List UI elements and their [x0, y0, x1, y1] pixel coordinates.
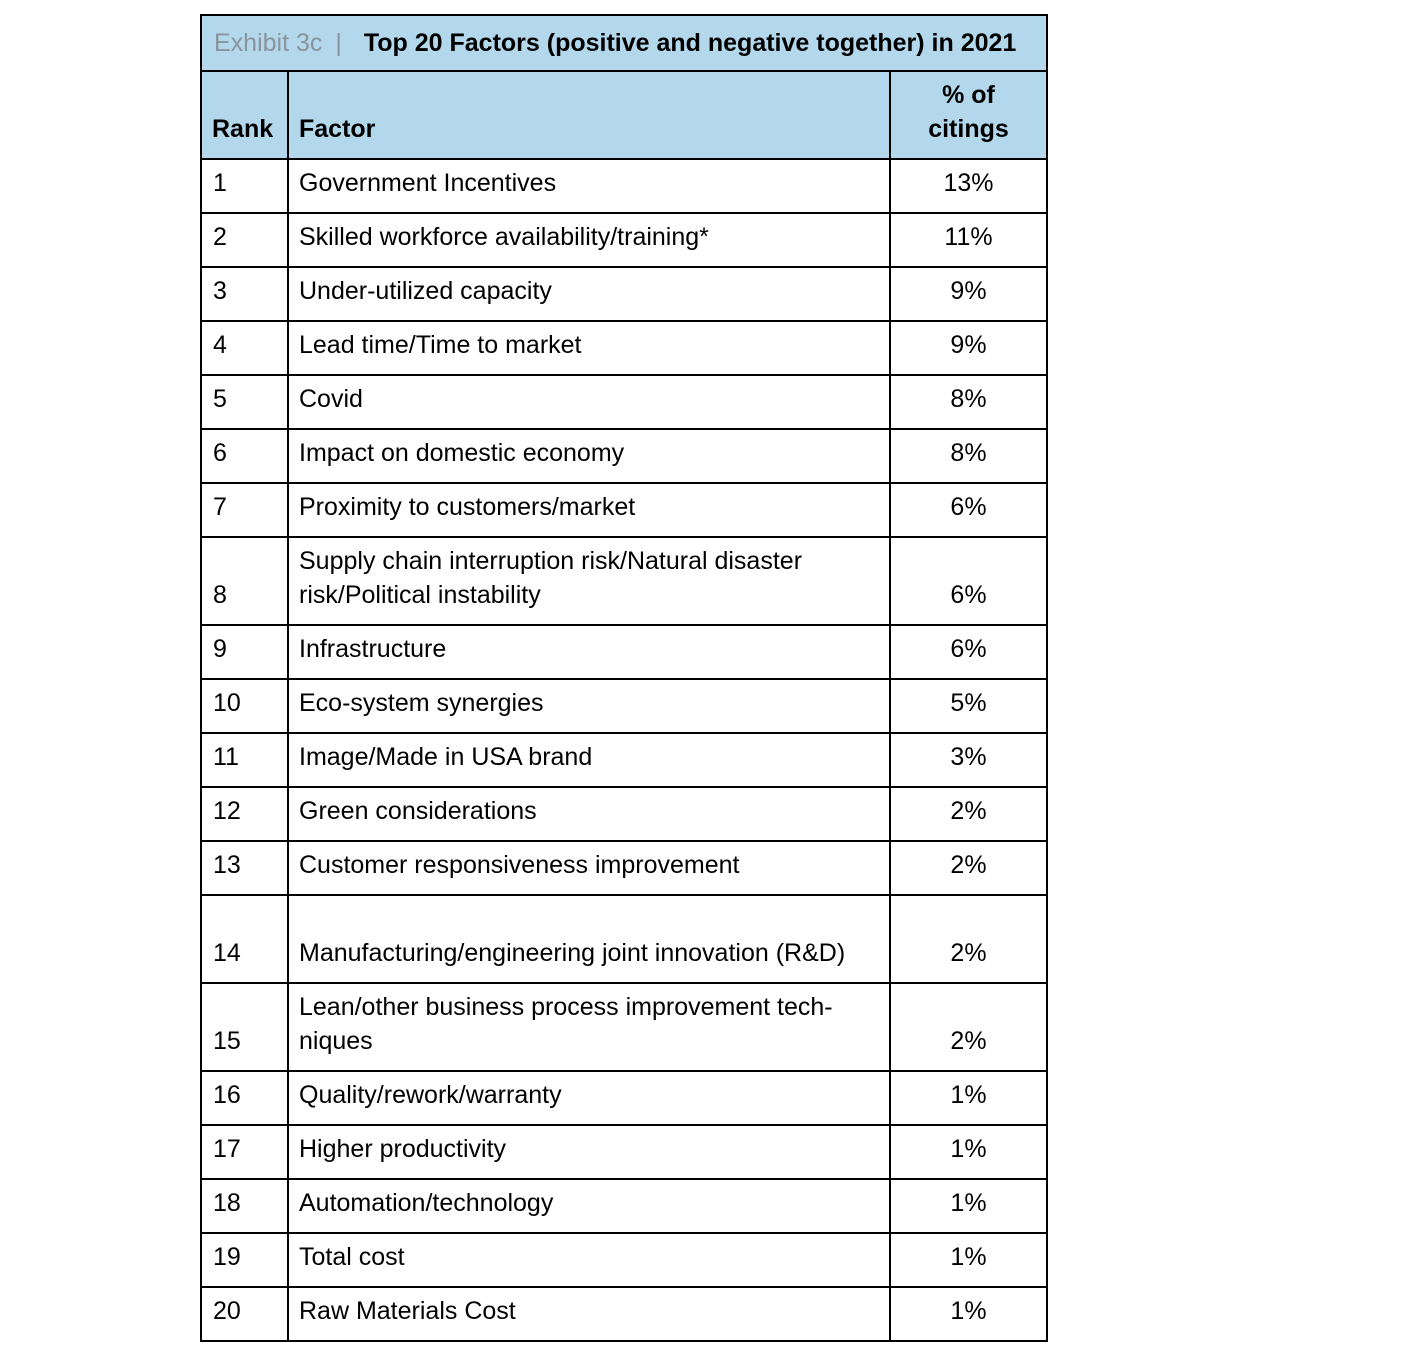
table-row	[201, 1179, 1047, 1233]
factor-cell	[288, 537, 890, 625]
rank-cell: 8	[201, 537, 288, 625]
percent-cell: 1%	[890, 1071, 1047, 1125]
exhibit-caption	[201, 15, 1047, 71]
percent-cell: 6%	[890, 483, 1047, 537]
percent-cell: 2%	[890, 895, 1047, 983]
rank-cell: 10	[201, 679, 288, 733]
percent-cell: 1%	[890, 1179, 1047, 1233]
table-row	[201, 1071, 1047, 1125]
factor-line: niques	[299, 1027, 373, 1055]
rank-cell: 9	[201, 625, 288, 679]
percent-cell: 6%	[890, 537, 1047, 625]
factor-cell: Image/Made in USA brand	[288, 733, 890, 787]
percent-cell: 3%	[890, 733, 1047, 787]
table-row	[201, 895, 1047, 983]
exhibit-separator: |	[335, 28, 342, 57]
percent-cell: 9%	[890, 267, 1047, 321]
percent-cell: 8%	[890, 429, 1047, 483]
table-row	[201, 537, 1047, 625]
percent-cell: 1%	[890, 1125, 1047, 1179]
factor-line: risk/Political instability	[299, 581, 541, 609]
rank-cell: 14	[201, 895, 288, 983]
rank-cell: 19	[201, 1233, 288, 1287]
rank-cell: 5	[201, 375, 288, 429]
factor-cell: Government Incentives	[288, 159, 890, 213]
factor-cell: Green considerations	[288, 787, 890, 841]
table-row	[201, 375, 1047, 429]
factor-cell: Covid	[288, 375, 890, 429]
factor-cell: Total cost	[288, 1233, 890, 1287]
rank-cell: 6	[201, 429, 288, 483]
rank-cell: 20	[201, 1287, 288, 1341]
factor-cell: Quality/rework/warranty	[288, 1071, 890, 1125]
factor-cell: Customer responsiveness improvement	[288, 841, 890, 895]
table-row	[201, 625, 1047, 679]
factor-cell: Automation/technology	[288, 1179, 890, 1233]
table-row	[201, 1125, 1047, 1179]
factor-line: Supply chain interruption risk/Natural disaster	[299, 547, 803, 575]
percent-cell: 11%	[890, 213, 1047, 267]
rank-cell: 4	[201, 321, 288, 375]
rank-cell: 3	[201, 267, 288, 321]
table-row	[201, 321, 1047, 375]
table-row	[201, 483, 1047, 537]
percent-cell: 2%	[890, 787, 1047, 841]
rank-cell: 15	[201, 983, 288, 1071]
percent-cell: 2%	[890, 841, 1047, 895]
percent-cell: 2%	[890, 983, 1047, 1071]
factor-cell: Lead time/Time to market	[288, 321, 890, 375]
factor-line: Lean/other business process improvement tech-	[299, 993, 833, 1021]
table-row	[201, 841, 1047, 895]
rank-cell: 2	[201, 213, 288, 267]
factor-cell: Infrastructure	[288, 625, 890, 679]
percent-cell: 5%	[890, 679, 1047, 733]
rank-cell: 16	[201, 1071, 288, 1125]
factor-cell: Proximity to customers/market	[288, 483, 890, 537]
rank-cell: 13	[201, 841, 288, 895]
factor-cell: Impact on domestic economy	[288, 429, 890, 483]
rank-cell: 12	[201, 787, 288, 841]
column-header-rank: Rank	[201, 71, 288, 159]
factor-cell: Higher productivity	[288, 1125, 890, 1179]
factor-cell: Skilled workforce availability/training*	[288, 213, 890, 267]
percent-cell: 6%	[890, 625, 1047, 679]
table-row	[201, 429, 1047, 483]
table-row	[201, 267, 1047, 321]
rank-cell: 1	[201, 159, 288, 213]
percent-cell: 1%	[890, 1233, 1047, 1287]
table-row	[201, 983, 1047, 1071]
percent-cell: 8%	[890, 375, 1047, 429]
rank-cell: 11	[201, 733, 288, 787]
rank-cell: 7	[201, 483, 288, 537]
table-row	[201, 159, 1047, 213]
factor-cell: Under-utilized capacity	[288, 267, 890, 321]
exhibit-label: Exhibit 3c	[214, 28, 323, 57]
factors-table	[200, 14, 1048, 1342]
table-row	[201, 679, 1047, 733]
percent-cell: 9%	[890, 321, 1047, 375]
percent-cell: 13%	[890, 159, 1047, 213]
column-header-percent	[890, 71, 1047, 159]
table-row	[201, 733, 1047, 787]
column-header-row	[201, 71, 1047, 159]
exhibit-caption-row	[201, 15, 1047, 71]
column-header-percent-line1: % of	[942, 81, 995, 109]
factor-cell: Eco-system synergies	[288, 679, 890, 733]
rank-cell: 17	[201, 1125, 288, 1179]
factor-cell: Raw Materials Cost	[288, 1287, 890, 1341]
factor-cell: Manufacturing/engineering joint innovation (R&D)	[288, 895, 890, 983]
percent-cell: 1%	[890, 1287, 1047, 1341]
column-header-factor: Factor	[288, 71, 890, 159]
table-row	[201, 213, 1047, 267]
rank-cell: 18	[201, 1179, 288, 1233]
exhibit-title: Top 20 Factors (positive and negative together) in 2021	[363, 28, 1017, 57]
table-row	[201, 787, 1047, 841]
column-header-percent-line2: citings	[928, 115, 1009, 143]
table-row	[201, 1233, 1047, 1287]
table-row	[201, 1287, 1047, 1341]
factor-cell	[288, 983, 890, 1071]
